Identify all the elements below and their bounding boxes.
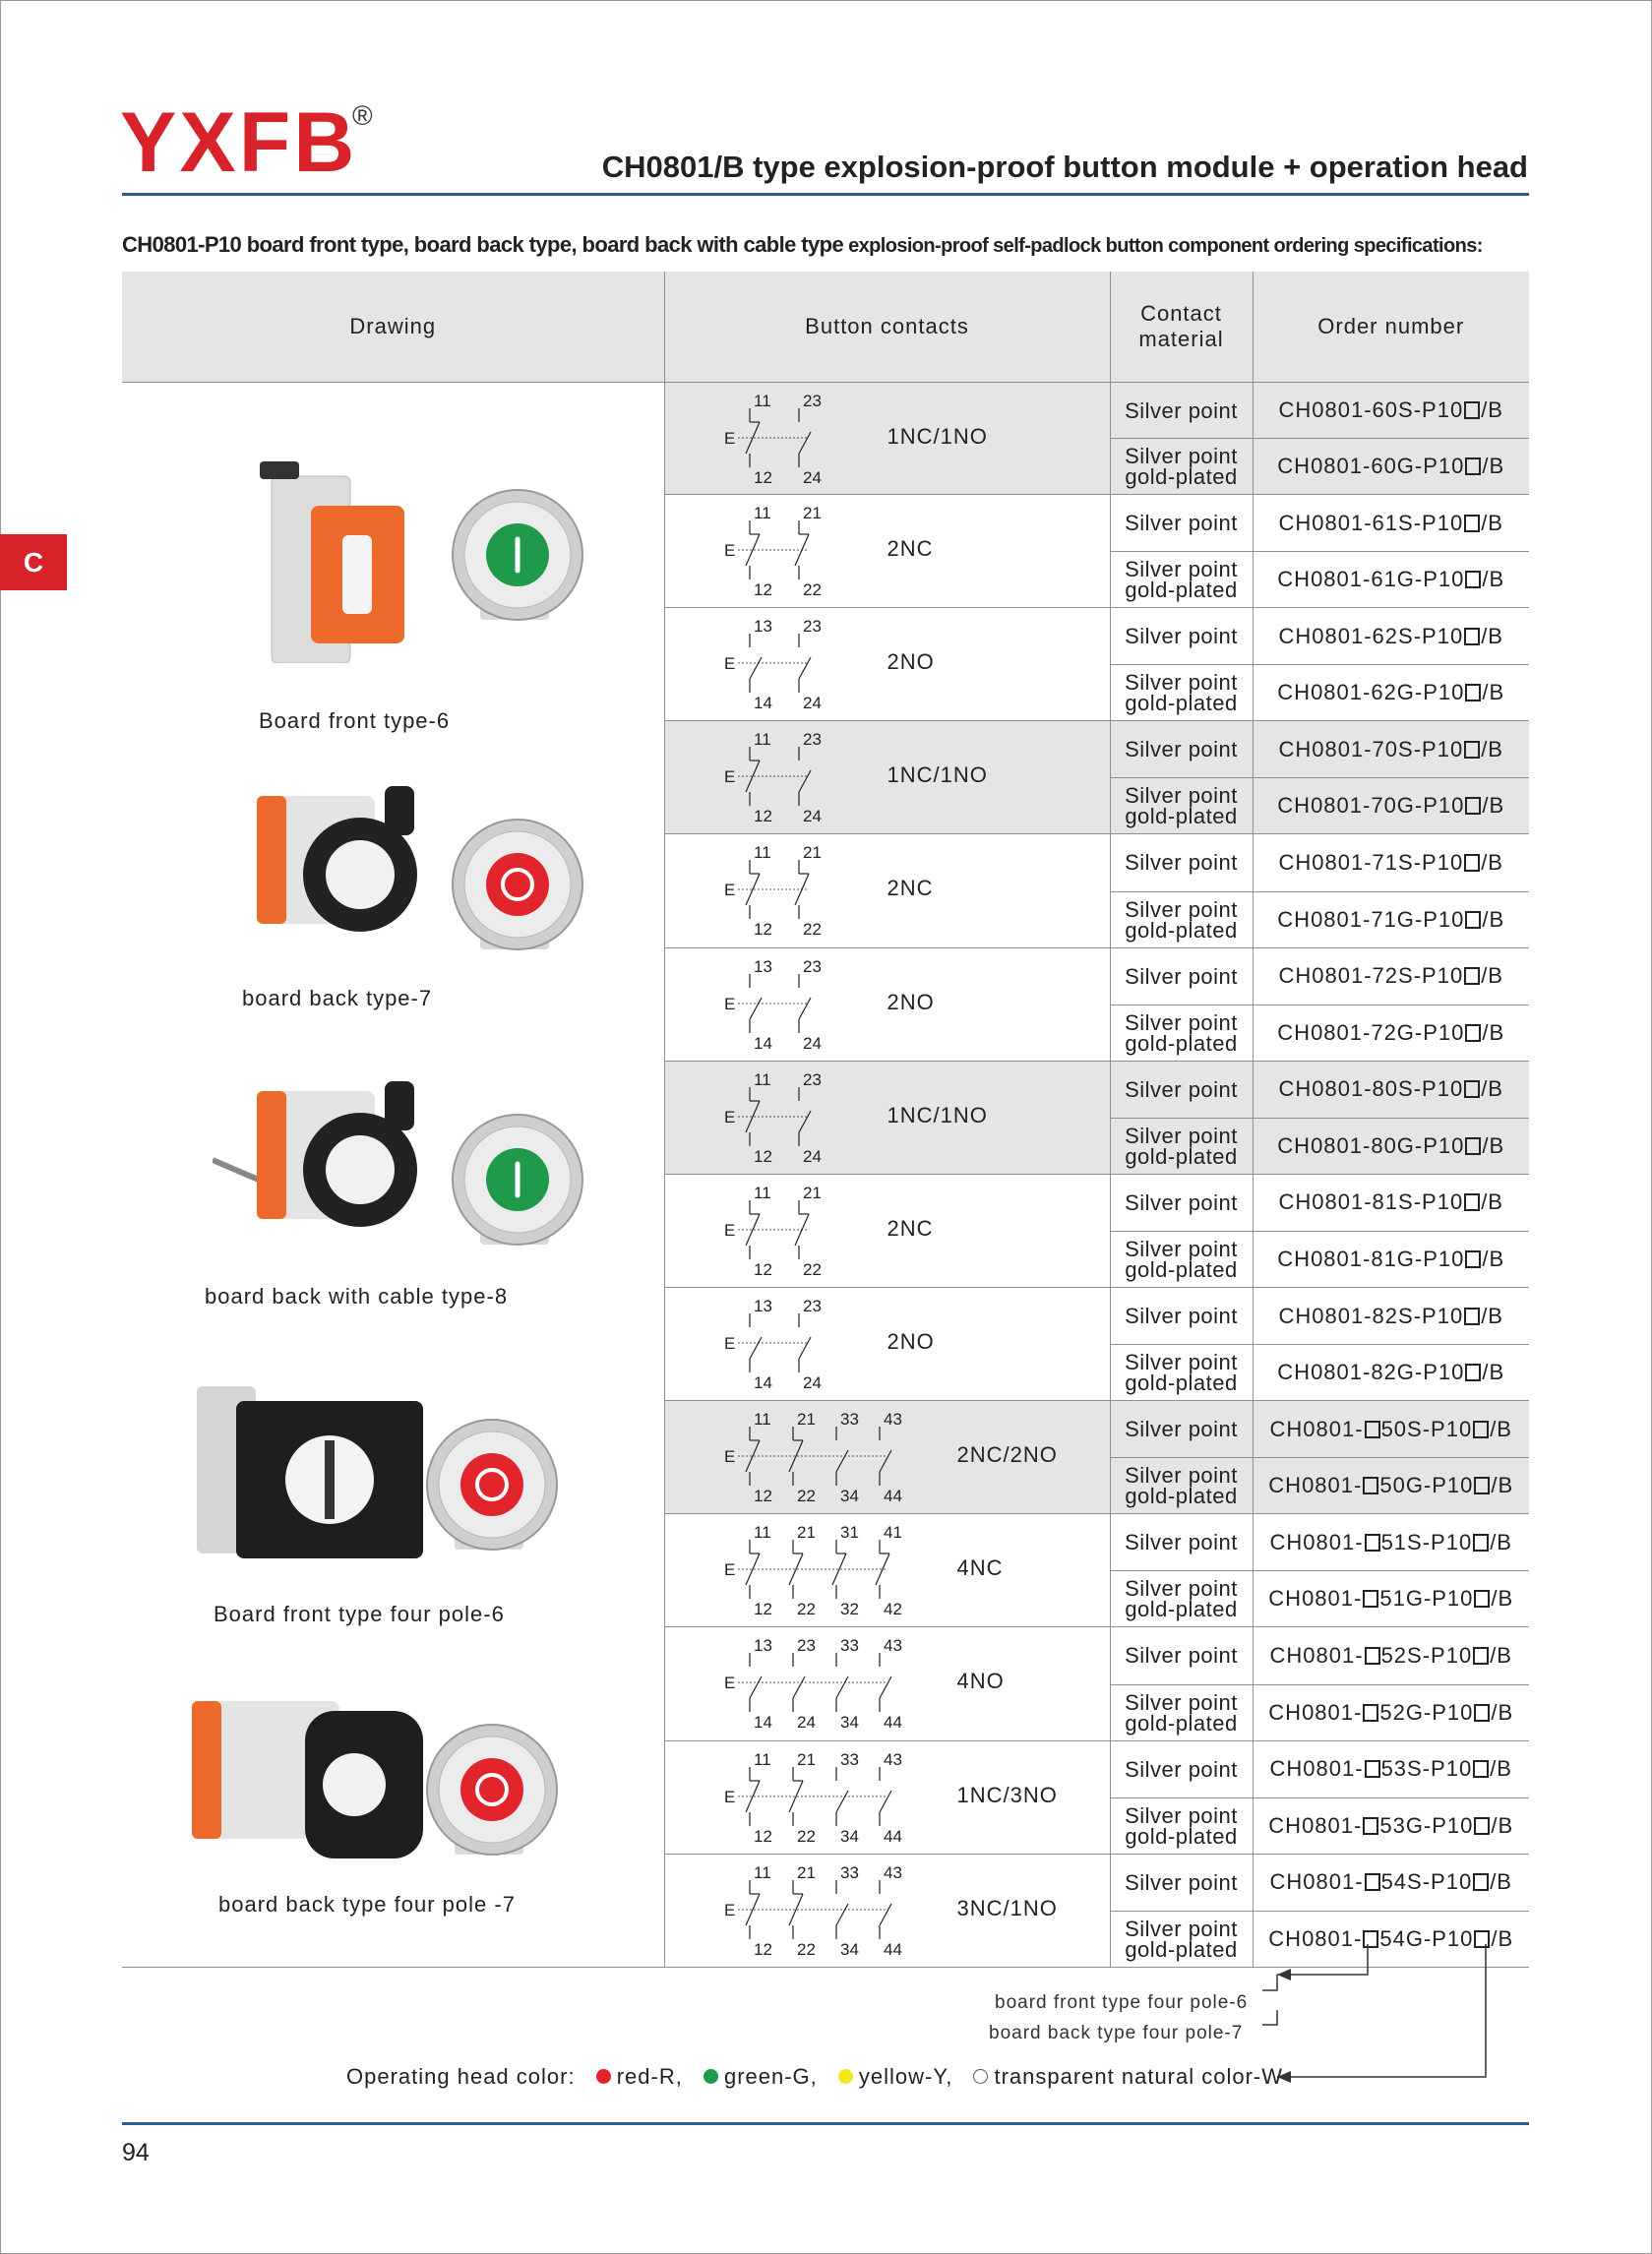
product-label: Board front type-6 <box>259 708 451 733</box>
terminal-number: 34 <box>839 1713 859 1733</box>
order-code: 53G-P10 <box>1379 1812 1474 1838</box>
order-suffix: /B <box>1491 1586 1514 1612</box>
terminal-number: 14 <box>753 1372 772 1392</box>
contact-material: Silver point <box>1110 1854 1253 1911</box>
order-suffix: /B <box>1482 1246 1505 1271</box>
terminal-number: 21 <box>802 1183 822 1202</box>
terminal-number: 34 <box>839 1487 859 1506</box>
terminal-number: 23 <box>802 392 822 410</box>
e-terminal-label: E <box>723 541 735 560</box>
terminal-number: 24 <box>802 1033 822 1053</box>
order-prefix: CH0801- <box>1268 1586 1363 1612</box>
terminal-number: 13 <box>753 617 772 637</box>
order-code: CH0801-61G-P10 <box>1277 567 1465 592</box>
terminal-number: 23 <box>796 1636 816 1656</box>
order-code: CH0801-71S-P10 <box>1278 849 1464 875</box>
e-terminal-label: E <box>723 767 735 787</box>
terminal-number: 12 <box>753 468 772 487</box>
contact-config-label: 2NO <box>887 649 935 675</box>
e-terminal-label: E <box>723 1333 735 1353</box>
terminal-number: 11 <box>753 1183 771 1202</box>
contact-config-label: 2NO <box>887 1328 935 1354</box>
product-label: board back type four pole -7 <box>218 1892 516 1917</box>
order-code: CH0801-60G-P10 <box>1277 454 1465 478</box>
terminal-number: 24 <box>802 468 822 487</box>
contact-config-label: 1NC/1NO <box>887 1102 988 1127</box>
terminal-number: 12 <box>753 1146 772 1166</box>
terminal-number: 33 <box>839 1410 859 1430</box>
contact-config-label: 1NC/1NO <box>887 424 988 449</box>
terminal-number: 12 <box>753 807 772 826</box>
contact-material: Silver point gold-plated <box>1110 1458 1253 1514</box>
contact-material: Silver point <box>1110 947 1253 1005</box>
terminal-number: 11 <box>753 1862 771 1882</box>
terminal-number: 14 <box>753 1713 772 1733</box>
note-back-four-pole: board back type four pole-7 <box>989 2023 1244 2043</box>
contact-config-label: 2NO <box>887 989 935 1014</box>
order-prefix: CH0801- <box>1268 1812 1363 1838</box>
order-code: CH0801-61S-P10 <box>1278 510 1464 535</box>
order-suffix: /B <box>1481 1303 1503 1328</box>
order-code: 50S-P10 <box>1380 1416 1473 1441</box>
page-number: 94 <box>122 2139 150 2166</box>
e-terminal-label: E <box>723 1560 735 1580</box>
terminal-number: 33 <box>839 1749 859 1769</box>
order-prefix: CH0801- <box>1269 1642 1364 1668</box>
contact-config-label: 3NC/1NO <box>956 1895 1058 1920</box>
e-terminal-label: E <box>723 1447 735 1467</box>
order-suffix: /B <box>1481 1076 1503 1102</box>
terminal-number: 11 <box>753 1749 771 1769</box>
color-red: red-R, <box>616 2064 683 2089</box>
contact-material: Silver point gold-plated <box>1110 1684 1253 1740</box>
order-prefix: CH0801- <box>1269 1869 1364 1895</box>
e-terminal-label: E <box>723 994 735 1013</box>
e-terminal-label: E <box>723 1787 735 1806</box>
order-code: CH0801-60S-P10 <box>1278 397 1464 422</box>
contact-config-label: 4NC <box>956 1555 1004 1581</box>
terminal-number: 14 <box>753 694 772 713</box>
e-terminal-label: E <box>723 429 735 448</box>
terminal-number: 21 <box>802 843 822 863</box>
order-code: 51S-P10 <box>1380 1529 1473 1554</box>
terminal-number: 24 <box>796 1713 816 1733</box>
contact-material: Silver point <box>1110 1514 1253 1571</box>
terminal-number: 21 <box>796 1523 816 1543</box>
order-suffix: /B <box>1491 1812 1514 1838</box>
terminal-number: 21 <box>796 1862 816 1882</box>
terminal-number: 12 <box>753 1826 772 1846</box>
contact-material: Silver point <box>1110 383 1253 439</box>
terminal-number: 13 <box>753 1636 772 1656</box>
contact-config-label: 2NC <box>887 1215 934 1241</box>
order-prefix: CH0801- <box>1269 1529 1364 1554</box>
subtitle-main: CH0801-P10 board front type, board back type, board back with cable type <box>122 232 844 257</box>
e-terminal-label: E <box>723 1220 735 1240</box>
terminal-number: 23 <box>802 617 822 637</box>
terminal-number: 43 <box>883 1636 902 1656</box>
subtitle-tail: explosion-proof self-padlock button component ordering specifications: <box>843 235 1483 257</box>
color-transparent: transparent natural color-W <box>994 2064 1284 2089</box>
terminal-number: 12 <box>753 1600 772 1619</box>
order-code: 52G-P10 <box>1379 1699 1474 1725</box>
contact-material: Silver point gold-plated <box>1110 1118 1253 1174</box>
order-suffix: /B <box>1482 454 1505 478</box>
terminal-number: 12 <box>753 580 772 599</box>
terminal-number: 14 <box>753 1033 772 1053</box>
footer-rule <box>122 2122 1529 2125</box>
terminal-number: 33 <box>839 1862 859 1882</box>
order-code: CH0801-80S-P10 <box>1278 1076 1464 1102</box>
transparent-dot-icon <box>973 2069 988 2084</box>
terminal-number: 33 <box>839 1636 859 1656</box>
terminal-number: 22 <box>802 580 822 599</box>
terminal-number: 11 <box>753 392 771 410</box>
order-code: CH0801-81S-P10 <box>1278 1189 1464 1215</box>
terminal-number: 31 <box>839 1523 859 1543</box>
order-suffix: /B <box>1481 963 1503 989</box>
contact-config-label: 2NC <box>887 876 934 901</box>
terminal-number: 43 <box>883 1749 902 1769</box>
contact-material: Silver point gold-plated <box>1110 1797 1253 1854</box>
registered-mark: ® <box>352 100 373 131</box>
order-code: 50G-P10 <box>1379 1473 1474 1498</box>
order-code: CH0801-82S-P10 <box>1278 1303 1464 1328</box>
terminal-number: 12 <box>753 1939 772 1959</box>
order-code: CH0801-72G-P10 <box>1277 1019 1465 1045</box>
header-drawing: Drawing <box>122 272 664 383</box>
terminal-number: 11 <box>753 1069 771 1089</box>
terminal-number: 44 <box>883 1487 902 1506</box>
terminal-number: 22 <box>796 1939 816 1959</box>
e-terminal-label: E <box>723 654 735 674</box>
contact-material: Silver point gold-plated <box>1110 1571 1253 1627</box>
terminal-number: 12 <box>753 1487 772 1506</box>
terminal-number: 23 <box>802 1296 822 1315</box>
order-suffix: /B <box>1490 1869 1512 1895</box>
order-suffix: /B <box>1482 680 1505 705</box>
contact-material: Silver point gold-plated <box>1110 552 1253 608</box>
terminal-number: 44 <box>883 1713 902 1733</box>
red-dot-icon <box>596 2069 611 2084</box>
terminal-number: 11 <box>753 730 771 750</box>
contact-material: Silver point gold-plated <box>1110 665 1253 721</box>
order-prefix: CH0801- <box>1269 1416 1364 1441</box>
order-code: CH0801-70S-P10 <box>1278 736 1464 761</box>
order-suffix: /B <box>1481 623 1503 648</box>
order-code: CH0801-81G-P10 <box>1277 1246 1465 1271</box>
order-suffix: /B <box>1481 736 1503 761</box>
e-terminal-label: E <box>723 1900 735 1919</box>
order-suffix: /B <box>1490 1416 1512 1441</box>
order-prefix: CH0801- <box>1268 1473 1363 1498</box>
order-code: CH0801-62G-P10 <box>1277 680 1465 705</box>
order-suffix: /B <box>1481 849 1503 875</box>
contact-config-label: 4NO <box>956 1669 1005 1694</box>
contact-material: Silver point <box>1110 495 1253 552</box>
contact-config-label: 2NC <box>887 536 934 561</box>
order-suffix: /B <box>1482 1360 1505 1385</box>
contact-material: Silver point <box>1110 1061 1253 1118</box>
order-suffix: /B <box>1482 567 1505 592</box>
section-tab[interactable]: C <box>0 534 67 590</box>
green-dot-icon <box>704 2069 718 2084</box>
contact-material: Silver point <box>1110 721 1253 778</box>
product-label: board back with cable type-8 <box>205 1284 509 1309</box>
contact-config-label: 1NC/3NO <box>956 1782 1058 1807</box>
terminal-number: 23 <box>802 730 822 750</box>
e-terminal-label: E <box>723 1107 735 1127</box>
order-suffix: /B <box>1491 1926 1514 1951</box>
terminal-number: 24 <box>802 1372 822 1392</box>
terminal-number: 22 <box>796 1826 816 1846</box>
order-prefix: CH0801- <box>1268 1926 1363 1951</box>
header-order: Order number <box>1253 272 1529 383</box>
contact-material: Silver point gold-plated <box>1110 891 1253 947</box>
e-terminal-label: E <box>723 881 735 900</box>
contact-material: Silver point <box>1110 1287 1253 1344</box>
note-front-four-pole: board front type four pole-6 <box>995 1992 1249 2013</box>
order-code: CH0801-70G-P10 <box>1277 793 1465 819</box>
order-code: CH0801-72S-P10 <box>1278 963 1464 989</box>
terminal-number: 21 <box>796 1410 816 1430</box>
contact-config-label: 1NC/1NO <box>887 762 988 788</box>
order-code: CH0801-82G-P10 <box>1277 1360 1465 1385</box>
contact-material: Silver point <box>1110 1174 1253 1231</box>
terminal-number: 23 <box>802 956 822 976</box>
terminal-number: 43 <box>883 1410 902 1430</box>
terminal-number: 41 <box>883 1523 902 1543</box>
order-code: CH0801-71G-P10 <box>1277 906 1465 932</box>
order-code: 54S-P10 <box>1380 1869 1473 1895</box>
terminal-number: 34 <box>839 1826 859 1846</box>
terminal-number: 32 <box>839 1600 859 1619</box>
terminal-number: 24 <box>802 807 822 826</box>
order-suffix: /B <box>1482 793 1505 819</box>
contact-material: Silver point gold-plated <box>1110 439 1253 495</box>
order-suffix: /B <box>1490 1642 1512 1668</box>
order-suffix: /B <box>1490 1529 1512 1554</box>
terminal-number: 11 <box>753 1523 771 1543</box>
brand-logo: YXFB <box>120 95 358 190</box>
color-yellow: yellow-Y, <box>858 2064 953 2089</box>
terminal-number: 11 <box>753 1410 771 1430</box>
terminal-number: 22 <box>796 1600 816 1619</box>
order-suffix: /B <box>1481 510 1503 535</box>
order-suffix: /B <box>1490 1756 1512 1782</box>
order-code: 53S-P10 <box>1380 1756 1473 1782</box>
page-title: CH0801/B type explosion-proof button module + operation head <box>601 150 1528 184</box>
terminal-number: 21 <box>802 504 822 522</box>
order-suffix: /B <box>1482 906 1505 932</box>
contact-config-label: 2NC/2NO <box>956 1442 1058 1468</box>
order-suffix: /B <box>1491 1699 1514 1725</box>
terminal-number: 22 <box>802 1259 822 1279</box>
terminal-number: 11 <box>753 843 771 863</box>
terminal-number: 12 <box>753 1259 772 1279</box>
order-code: CH0801-80G-P10 <box>1277 1132 1465 1158</box>
contact-material: Silver point <box>1110 1401 1253 1458</box>
contact-material: Silver point gold-plated <box>1110 1231 1253 1287</box>
order-suffix: /B <box>1481 1189 1503 1215</box>
header-material: Contact material <box>1110 272 1253 383</box>
terminal-number: 24 <box>802 1146 822 1166</box>
header-contacts: Button contacts <box>664 272 1110 383</box>
contact-material: Silver point gold-plated <box>1110 778 1253 834</box>
contact-material: Silver point <box>1110 1740 1253 1797</box>
yellow-dot-icon <box>838 2069 853 2084</box>
terminal-number: 22 <box>796 1487 816 1506</box>
terminal-number: 13 <box>753 956 772 976</box>
order-suffix: /B <box>1482 1132 1505 1158</box>
terminal-number: 13 <box>753 1296 772 1315</box>
order-suffix: /B <box>1481 397 1503 422</box>
order-code: 51G-P10 <box>1379 1586 1474 1612</box>
contact-material: Silver point <box>1110 608 1253 665</box>
order-code: 52S-P10 <box>1380 1642 1473 1668</box>
order-code: 54G-P10 <box>1379 1926 1474 1951</box>
contact-material: Silver point gold-plated <box>1110 1345 1253 1401</box>
color-green: green-G, <box>723 2064 818 2089</box>
terminal-number: 42 <box>883 1600 902 1619</box>
contact-material: Silver point gold-plated <box>1110 1912 1253 1968</box>
terminal-number: 43 <box>883 1862 902 1882</box>
terminal-number: 11 <box>753 504 771 522</box>
terminal-number: 24 <box>802 694 822 713</box>
contact-material: Silver point <box>1110 1627 1253 1684</box>
color-prefix: Operating head color: <box>346 2064 576 2089</box>
order-prefix: CH0801- <box>1268 1699 1363 1725</box>
terminal-number: 44 <box>883 1939 902 1959</box>
terminal-number: 22 <box>802 920 822 940</box>
terminal-number: 12 <box>753 920 772 940</box>
product-label: board back type-7 <box>242 986 433 1010</box>
order-code: CH0801-62S-P10 <box>1278 623 1464 648</box>
order-suffix: /B <box>1482 1019 1505 1045</box>
terminal-number: 21 <box>796 1749 816 1769</box>
order-prefix: CH0801- <box>1269 1756 1364 1782</box>
order-suffix: /B <box>1491 1473 1514 1498</box>
terminal-number: 44 <box>883 1826 902 1846</box>
terminal-number: 23 <box>802 1069 822 1089</box>
terminal-number: 34 <box>839 1939 859 1959</box>
operating-head-color-line <box>346 2064 1283 2090</box>
product-label: Board front type four pole-6 <box>214 1602 505 1626</box>
contact-material: Silver point gold-plated <box>1110 1005 1253 1061</box>
contact-material: Silver point <box>1110 834 1253 891</box>
e-terminal-label: E <box>723 1674 735 1693</box>
